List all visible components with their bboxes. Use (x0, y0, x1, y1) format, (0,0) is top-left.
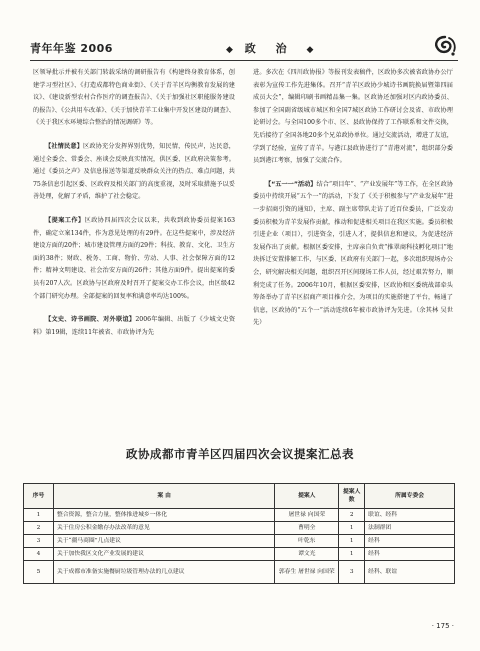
table-row (24, 522, 455, 535)
committee: 法制群团 (365, 522, 455, 535)
proposal-subject: 关于“疆马商圈”几点建议 (53, 535, 274, 548)
swirl-logo-icon (432, 34, 458, 58)
column-header: 案 由 (53, 484, 274, 509)
row-number: 5 (24, 561, 54, 584)
paragraph-text: 区政协充分发挥界别优势，知民情，传民声，达民意，通过全委会、常委会、座谈会反映真实情况，供区委、区政府决策参考。通过《委员之声》及信息报送等渠道反映群众关注的热点、难点问题，共75条信息引起区委、区政府及相关部门的高度重视，及时采取措施予以妥善处理，化解了矛盾，维护了社会稳定。 (33, 142, 235, 201)
paragraph: 区领导批示并被有关部门转载采纳的调研报告有《构建终身教育体系，创建学习型社区》、《打造成都特色商业街》、《关于青羊区均衡教育发展的建议》、《建设新型农村合作医疗的调查报告》、《关于加强社区职能服务建设的报告》、《公共用车改革》、《关于加快青羊工业集中开发区建设的调查》、《关于我区水环境综合整治的情况调研》等。 (33, 69, 235, 127)
section-tag: 【文史、诗书画院、对外联谊】 (45, 316, 136, 324)
right-column (253, 67, 453, 341)
paragraph-text: 区政协四届四次会议以来，共收到政协委员提案163件，确定立案134件，作为意见处理的有29件。在这些提案中，涉及经济建设方面的20件；城市建设管理方面的29件；科技、教育、文化、卫生方面的38件；财政、税务、工商、物价、劳动、人事、社会保障方面的12件；精神文明建设、社会治安方面的26件；其他方面9件。提出提案的委员有207人次。区政协与区政府及时召开了提案交办工作会议，由区级42个部门研究办理。全部提案的回复率和满意率均达100%。 (33, 216, 236, 300)
page-number: · 175 · (431, 622, 454, 630)
proposal-subject: 关于加快我区文化产业发展的建议 (53, 548, 274, 561)
committee: 经科 (365, 548, 455, 561)
column-header: 提案人 (275, 484, 339, 509)
committee: 经科、联谊 (365, 561, 455, 584)
proposer-count: 1 (339, 522, 365, 535)
book-title: 青年年鉴 2006 (30, 42, 113, 55)
paragraph (33, 141, 235, 204)
proposal-subject: 关于成都市准备实施餐厨垃圾管理办法的几点建议 (53, 561, 274, 584)
diamond-icon: ◆ (226, 45, 233, 55)
section-tag: 【社情民意】 (45, 142, 84, 150)
column-header: 序号 (24, 484, 54, 509)
table-title: 政协成都市青羊区四届四次会议提案汇总表 (126, 447, 354, 461)
proposal-summary-table (23, 483, 455, 584)
row-number: 4 (24, 548, 54, 561)
paragraph-text: 2006年编辑、出版了《少城文史资料》第19辑，连续11年被省、市政协评为先 (33, 316, 236, 336)
row-number: 3 (24, 535, 54, 548)
proposal-subject: 整合资源，整合力量，整体推进城乡一体化 (53, 509, 274, 522)
section-label: 政 治 (244, 42, 295, 55)
row-number: 1 (24, 509, 54, 522)
left-column (33, 67, 235, 350)
proposal-subject: 关于住房公积金缴存办法改革的意见 (53, 522, 274, 535)
proposer-count: 1 (339, 548, 365, 561)
proposer: 叶乾东 (275, 535, 339, 548)
paragraph: 进。多次在《四川政协报》等报刊发表稿件，区政协多次被省政协办公厅表彰为宣传工作先进集体。召开“青羊区政协少城诗书画院换届暨第四届成员大会”，编辑印刷书画精品集一集。区政协还加强对区内政协委员、参加了全国副省级城市城区和全国7城区政协工作研讨会及省、市政协理论研讨会。与全国100多个市、区、县政协保持了工作联系和文件交换，先后接待了全国各地20多个兄弟政协单位。通过交流活动，增进了友谊，学到了经验，宣传了青羊。与港江县政协进行了“青港对流”，组织部分委员到港江考察，加强了交流合作。 (253, 69, 453, 165)
section-tag: 【提案工作】 (45, 216, 85, 224)
paragraph-text: 结合“项目年”、“产业发展年”等工作，在全区政协委员中持续开展“五个一”的活动，下发了《关于积极参与“产业发展年”进一步招商引资的通知》，主席、副主席带队走访了近百位委员，广泛发动委员积极为青羊发展作贡献，推动和促进相关项目在我区实施。委员积极引进企业（项目），引进资金，引进人才，提供信息和建议，为促进经济发展作出了贡献。根据区委安排，主席亲自负责“推翠商科技孵化项目”地块拆迁安置排解工作，与区委、区政府有关部门一起，多次组织现场办公会，研究解决相关问题，组织召开区间现场工作人员，经过艰苦努力，顺利完成了任务。2006年10月，根据区委安排，区政协和区委统战部牵头筹备举办了青羊区招商产项目推介会，为项目的实施搭建了平台，畅通了信息，区政协的“五个一”活动连续6年被市政协评为先进。（余其林 吴世先） (253, 180, 454, 327)
diamond-icon: ◆ (306, 45, 314, 55)
proposer-count: 2 (339, 509, 365, 522)
proposer: 曹明全 (275, 522, 339, 535)
row-number: 2 (24, 522, 54, 535)
committee: 联谊、经科 (365, 509, 455, 522)
header-rule (30, 60, 458, 61)
table-row (24, 509, 455, 522)
paragraph (33, 215, 235, 303)
paragraph (33, 314, 235, 339)
table-row (24, 561, 455, 584)
proposer: 郭春生 屠世禄 向国荣 (275, 561, 339, 584)
proposer: 屠世禄 向国荣 (275, 509, 339, 522)
committee: 经科 (365, 535, 455, 548)
running-header (30, 38, 458, 60)
proposer: 谭文光 (275, 548, 339, 561)
paragraph (253, 179, 453, 330)
table-header-row (24, 484, 455, 509)
table-row (24, 535, 455, 548)
proposer-count: 3 (339, 561, 365, 584)
section-tag: 【“五一一”活动】 (265, 180, 317, 188)
proposer-count: 1 (339, 535, 365, 548)
column-header: 所属专委会 (365, 484, 455, 509)
section-title (226, 40, 313, 56)
column-header: 提案人数 (339, 484, 365, 509)
table-row (24, 548, 455, 561)
